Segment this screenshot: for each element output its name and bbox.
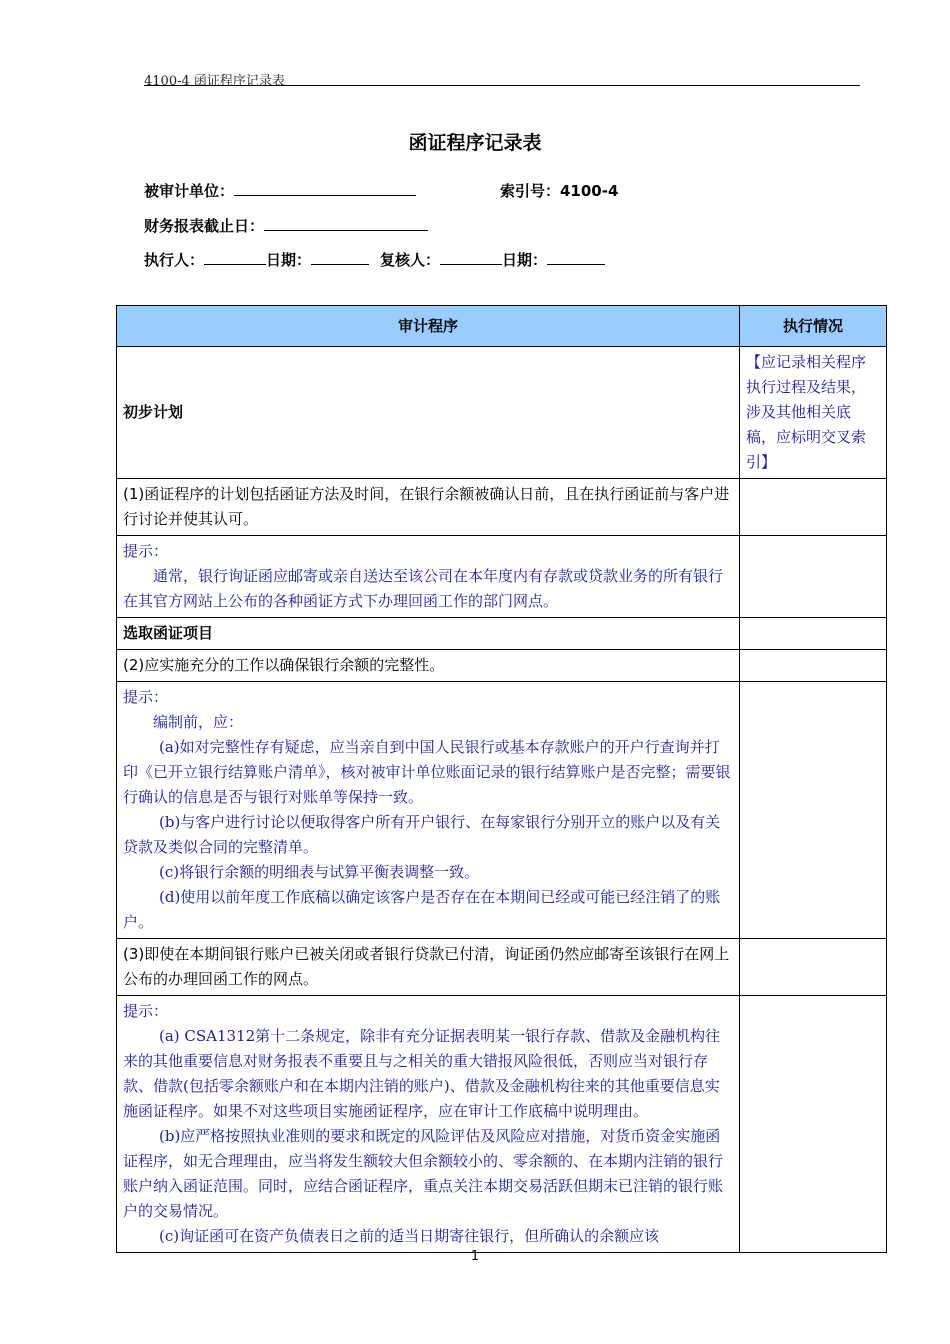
execution-cell[interactable] [740, 996, 887, 1253]
execution-cell[interactable] [740, 650, 887, 682]
col-execution-header: 执行情况 [740, 306, 887, 347]
table-header-row [117, 306, 887, 347]
execution-cell[interactable] [740, 682, 887, 939]
hint-block-2 [117, 682, 740, 939]
hint-paragraph: (a)如对完整性存有疑虑，应当亲自到中国人民银行或基本存款账户的开户行查询并打印《已开立银行结算账户清单》，核对被审计单位账面记录的银行结算账户是否完整；需要银行确认的信息是否与银行对账单等保持一致。 [123, 738, 731, 806]
signoff-row [144, 249, 605, 270]
hint-label: 提示： [123, 542, 169, 560]
procedure-item-3: (3)即使在本期间银行账户已被关闭或者银行贷款已付清，询证函仍然应邮寄至该银行在网上公布的办理回函工作的网点。 [117, 939, 740, 996]
document-title: 函证程序记录表 [408, 132, 542, 154]
hint-label: 提示： [123, 688, 169, 706]
table-row [117, 536, 887, 618]
execution-cell[interactable] [740, 479, 887, 536]
execution-note: 【应记录相关程序执行过程及结果，涉及其他相关底稿，应标明交叉索引】 [740, 347, 887, 479]
procedure-item-1: (1)函证程序的计划包括函证方法及时间，在银行余额被确认日前，且在执行函证前与客户进行讨论并使其认可。 [117, 479, 740, 536]
executor-label: 执行人： [144, 251, 205, 269]
date-blank-2[interactable] [547, 250, 605, 265]
hint-paragraph: (b)应严格按照执业准则的要求和既定的风险评估及风险应对措施，对货币资金实施函证程序，如无合理理由，应当将发生额较大但余额较小的、零余额的、在本期内注销的银行账户纳入函证范围。同时，应结合函证程序，重点关注本期交易活跃但期末已注销的银行账户的交易情况。 [123, 1127, 724, 1220]
procedure-table [116, 305, 887, 1253]
auditee-label: 被审计单位： [144, 182, 235, 200]
hint-paragraph: (c)询证函可在资产负债表日之前的适当日期寄往银行，但所确认的余额应该 [159, 1227, 660, 1245]
hint-paragraph: (c)将银行余额的明细表与试算平衡表调整一致。 [159, 863, 480, 881]
reviewer-blank[interactable] [440, 250, 502, 265]
hint-block-1 [117, 536, 740, 618]
hint-paragraph: 编制前，应： [153, 713, 244, 731]
table-row [117, 996, 887, 1253]
date-label-2: 日期： [502, 251, 548, 269]
table-row [117, 479, 887, 536]
col-procedure-header: 审计程序 [117, 306, 740, 347]
index-number: 索引号：4100-4 [500, 182, 619, 200]
page-number: 1 [470, 1249, 480, 1264]
report-date-field [144, 215, 428, 236]
execution-cell[interactable] [740, 536, 887, 618]
hint-paragraph: (b)与客户进行讨论以便取得客户所有开户银行、在每家银行分别开立的账户以及有关贷款及类似合同的完整清单。 [123, 813, 721, 856]
execution-cell[interactable] [740, 939, 887, 996]
table-row [117, 650, 887, 682]
hint-label: 提示： [123, 1002, 169, 1020]
table-row [117, 618, 887, 650]
execution-cell[interactable] [740, 618, 887, 650]
section-initial-plan: 初步计划 [117, 347, 740, 479]
date-blank-1[interactable] [311, 250, 369, 265]
reviewer-label: 复核人： [380, 251, 441, 269]
hint-paragraph: 通常，银行询证函应邮寄或亲自送达至该公司在本年度内有存款或贷款业务的所有银行在其官方网站上公布的各种函证方式下办理回函工作的部门网点。 [123, 567, 724, 610]
table-row [117, 347, 887, 479]
header-rule [144, 85, 860, 86]
auditee-blank[interactable] [234, 181, 416, 196]
table-row [117, 682, 887, 939]
executor-blank[interactable] [204, 250, 266, 265]
hint-paragraph: (a) CSA1312第十二条规定，除非有充分证据表明某一银行存款、借款及金融机构往来的其他重要信息对财务报表不重要且与之相关的重大错报风险很低，否则应当对银行存款、借款(包括零余额账户和在本期内注销的账户)、借款及金融机构往来的其他重要信息实施函证程序。如果不对这些项目实施函证程序，应在审计工作底稿中说明理由。 [123, 1027, 721, 1120]
report-date-blank[interactable] [264, 216, 428, 231]
running-header: 4100-4 函证程序记录表 [144, 74, 285, 89]
hint-paragraph: (d)使用以前年度工作底稿以确定该客户是否存在在本期间已经或可能已经注销了的账户。 [123, 888, 721, 931]
table-row [117, 939, 887, 996]
auditee-field [144, 180, 416, 201]
section-select-items: 选取函证项目 [117, 618, 740, 650]
date-label-1: 日期： [266, 251, 312, 269]
report-date-label: 财务报表截止日： [144, 217, 265, 235]
hint-block-3 [117, 996, 740, 1253]
procedure-item-2: (2)应实施充分的工作以确保银行余额的完整性。 [117, 650, 740, 682]
